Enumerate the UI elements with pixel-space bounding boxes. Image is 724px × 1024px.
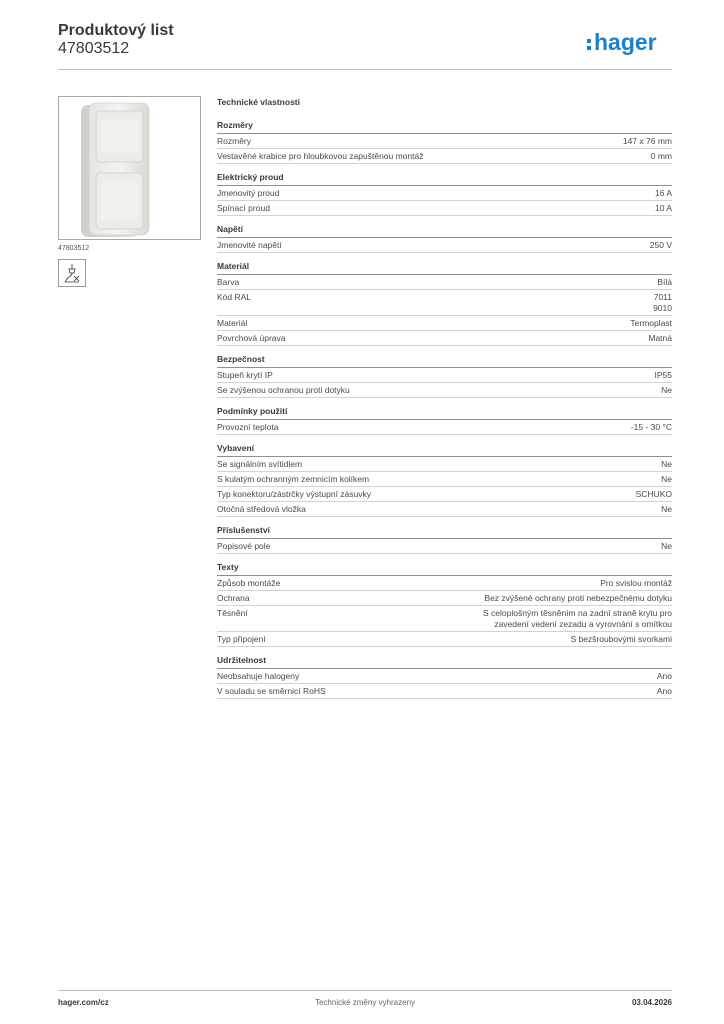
spec-section: [217, 172, 672, 216]
section-heading: Rozměry: [217, 120, 672, 134]
spec-value: 10 A: [654, 203, 672, 213]
spec-label: Stupeň krytí IP: [217, 370, 273, 380]
technical-specifications: [217, 96, 672, 707]
section-heading: Texty: [217, 562, 672, 576]
spec-label: Jmenovitý proud: [217, 188, 280, 198]
spec-section: [217, 224, 672, 253]
spec-label: Materiál: [217, 318, 248, 328]
spec-value: -15 - 30 °C: [630, 422, 672, 432]
spec-value: Bez zvýšené ochrany proti nebezpečnému dotyku: [484, 593, 672, 603]
spec-row: [217, 368, 672, 383]
header-divider: [58, 69, 672, 70]
spec-row: [217, 201, 672, 216]
spec-label: Popisové pole: [217, 541, 271, 551]
spec-row: [217, 316, 672, 331]
spec-label: Typ připojení: [217, 634, 266, 644]
spec-section: [217, 354, 672, 398]
spec-row: [217, 591, 672, 606]
spec-label: Se signálním svítidlem: [217, 459, 303, 469]
section-heading: Napětí: [217, 224, 672, 238]
spec-label: Ochrana: [217, 593, 250, 603]
spec-value: 250 V: [649, 240, 672, 250]
plug-symbol-icon: [58, 259, 86, 287]
spec-section: [217, 655, 672, 699]
spec-row: [217, 149, 672, 164]
spec-label: Neobsahuje halogeny: [217, 671, 300, 681]
spec-section: [217, 406, 672, 435]
section-heading: Udržitelnost: [217, 655, 672, 669]
spec-row: [217, 684, 672, 699]
spec-value: Ne: [661, 504, 672, 514]
section-heading: Příslušenství: [217, 525, 672, 539]
spec-label: Jmenovité napětí: [217, 240, 282, 250]
footer-divider: [58, 990, 672, 991]
logo-wordmark: hager: [594, 29, 657, 55]
footer-date: 03.04.2026: [631, 998, 672, 1007]
spec-label: Spínací proud: [217, 203, 270, 213]
spec-label: Otočná středová vložka: [217, 504, 306, 514]
spec-label: Se zvýšenou ochranou proti dotyku: [217, 385, 350, 395]
page-header: [58, 22, 672, 70]
spec-section: [217, 443, 672, 517]
spec-value: Ne: [661, 474, 672, 484]
spec-label: Těsnění: [217, 608, 248, 618]
product-image-frame: [58, 96, 201, 240]
spec-section: [217, 525, 672, 554]
product-number: 47803512: [58, 40, 130, 57]
spec-row: [217, 472, 672, 487]
spec-label: Barva: [217, 277, 240, 287]
spec-row: [217, 669, 672, 684]
spec-value: Ano: [656, 686, 672, 696]
section-heading: Elektrický proud: [217, 172, 672, 186]
product-image-caption: 47803512: [58, 245, 90, 252]
section-heading: Vybavení: [217, 443, 672, 457]
spec-row: [217, 457, 672, 472]
spec-row: [217, 632, 672, 647]
page-footer: [58, 998, 672, 1010]
spec-row: [217, 275, 672, 290]
spec-value: Termoplast: [630, 318, 672, 328]
spec-value: 0 mm: [650, 151, 672, 161]
spec-value: Pro svislou montáž: [600, 578, 672, 588]
section-heading: Bezpečnost: [217, 354, 672, 368]
spec-value: Ne: [661, 541, 672, 551]
spec-value: S bezšroubovými svorkami: [570, 634, 672, 644]
spec-value: Ano: [656, 671, 672, 681]
spec-label: Způsob montáže: [217, 578, 281, 588]
spec-value: Bílá: [657, 277, 672, 287]
spec-value: IP55: [654, 370, 672, 380]
spec-row: [217, 383, 672, 398]
footer-disclaimer: Technické změny vyhrazeny: [314, 998, 416, 1007]
spec-section: [217, 261, 672, 346]
spec-value: S celoplošným těsněním na zadní straně krytu pro zavedení vedení zezadu a vyrovnání s omítkou: [483, 608, 672, 629]
spec-row: [217, 539, 672, 554]
page-title: Produktový list: [58, 22, 174, 39]
spec-row: [217, 290, 672, 316]
spec-row: [217, 331, 672, 346]
spec-label: Provozní teplota: [217, 422, 279, 432]
spec-value: Matná: [648, 333, 672, 343]
spec-section: [217, 562, 672, 647]
socket-outlet-image: [59, 97, 200, 239]
spec-label: Povrchová úprava: [217, 333, 286, 343]
spec-label: Kód RAL: [217, 292, 252, 302]
spec-row: [217, 576, 672, 591]
spec-section: [217, 120, 672, 164]
spec-label: Typ konektoru/zástrčky výstupní zásuvky: [217, 489, 372, 499]
spec-value: 16 A: [654, 188, 672, 198]
spec-value: Ne: [661, 385, 672, 395]
spec-label: Rozměry: [217, 136, 252, 146]
spec-label: Vestavěné krabice pro hloubkovou zapuštěnou montáž: [217, 151, 424, 161]
spec-row: [217, 420, 672, 435]
spec-label: S kulatým ochranným zemnicím kolíkem: [217, 474, 370, 484]
spec-row: [217, 238, 672, 253]
section-heading: Materiál: [217, 261, 672, 275]
spec-row: [217, 134, 672, 149]
spec-value: SCHUKO: [635, 489, 672, 499]
spec-label: V souladu se směrnicí RoHS: [217, 686, 326, 696]
product-image-column: [58, 96, 201, 287]
spec-value: 7011 9010: [653, 292, 672, 313]
spec-row: [217, 186, 672, 201]
spec-value: Ne: [661, 459, 672, 469]
spec-row: [217, 606, 672, 632]
footer-website[interactable]: hager.com/cz: [58, 998, 109, 1007]
spec-value: 147 x 76 mm: [622, 136, 672, 146]
spec-title: Technické vlastnosti: [217, 97, 300, 107]
spec-row: [217, 502, 672, 517]
section-heading: Podmínky použití: [217, 406, 672, 420]
hager-logo: [586, 28, 672, 56]
spec-sections: [217, 120, 672, 699]
spec-row: [217, 487, 672, 502]
